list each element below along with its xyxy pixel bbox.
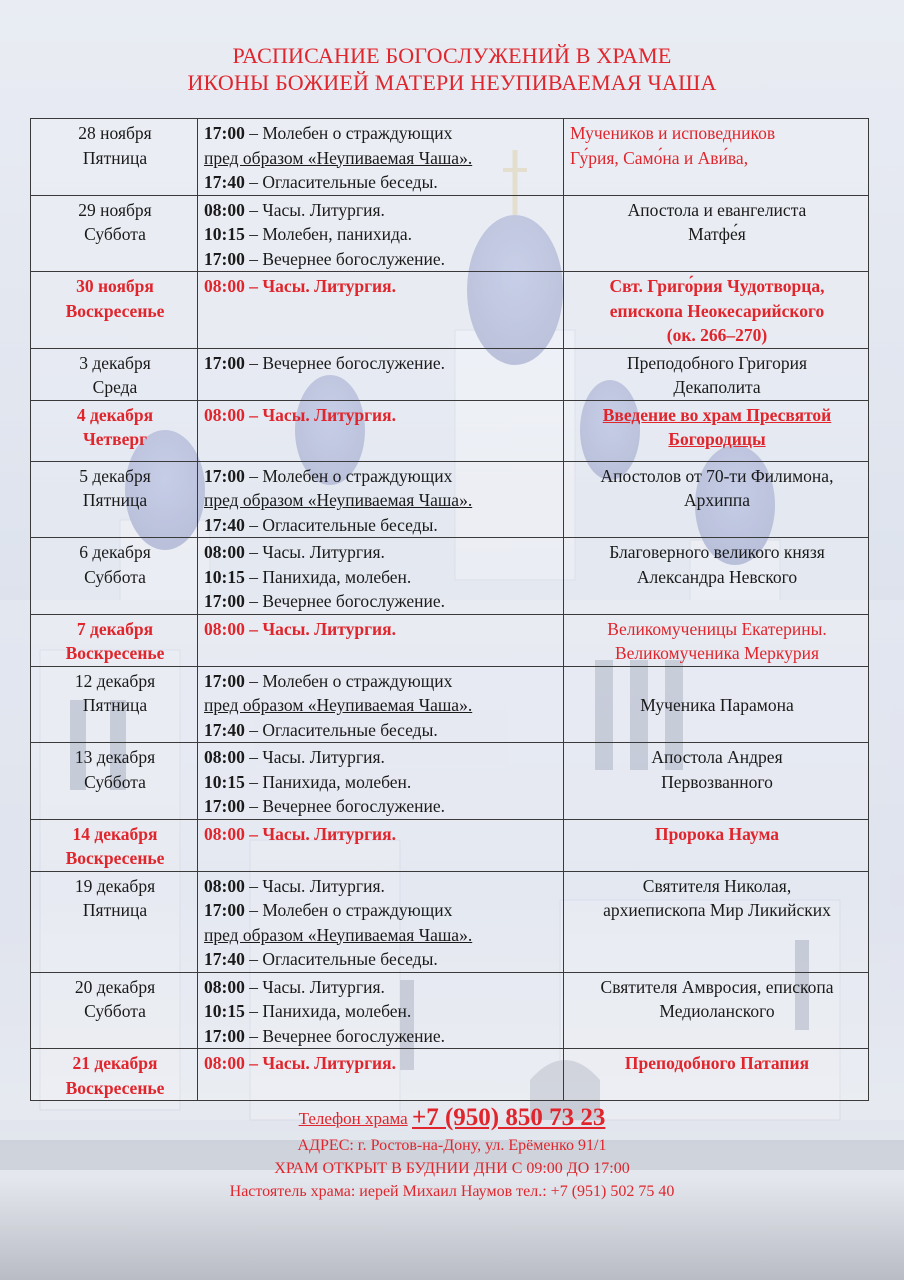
- service-time: 08:00: [204, 618, 245, 639]
- saint-line: Матфе́я: [688, 224, 746, 244]
- service-time: 08:00: [204, 747, 245, 767]
- phone-line: [0, 1104, 904, 1132]
- services-cell: [198, 538, 564, 615]
- saint-cell: [564, 272, 869, 349]
- saint-line: архиепископа Мир Ликийских: [603, 900, 831, 920]
- schedule-row: [31, 461, 869, 538]
- date: 14 декабря: [72, 823, 158, 844]
- weekday: Воскресенье: [65, 1077, 165, 1098]
- saint-cell: [564, 1049, 869, 1101]
- service-line: 17:40 – Огласительные беседы.: [204, 949, 438, 969]
- service-time: 08:00: [204, 1053, 245, 1073]
- saint-line: Первозванного: [661, 771, 773, 792]
- saint-cell: [564, 666, 869, 743]
- date-cell: [31, 461, 198, 538]
- date: 7 декабря: [76, 618, 154, 639]
- service-time: 17:40: [204, 172, 245, 192]
- service-time: 17:00: [204, 670, 245, 691]
- saint-line: (ок. 266–270): [666, 325, 768, 345]
- saint-cell: [564, 119, 869, 196]
- opening-hours: ХРАМ ОТКРЫТ В БУДНИИ ДНИ С 09:00 ДО 17:00: [274, 1160, 630, 1177]
- date-cell: [31, 538, 198, 615]
- service-line: 17:00 – Вечернее богослужение.: [204, 352, 446, 373]
- schedule-row: [31, 666, 869, 743]
- schedule-row-feast: [31, 400, 869, 461]
- saint-line: Декаполита: [673, 377, 761, 397]
- page-title-line-1: РАСПИСАНИЕ БОГОСЛУЖЕНИЙ В ХРАМЕ: [232, 43, 672, 68]
- service-line: пред образом «Неупиваемая Чаша».: [204, 147, 473, 168]
- date: 29 ноября: [78, 199, 152, 220]
- service-line: 17:00 – Молебен о страждующих: [204, 670, 453, 691]
- saint-line: Великомученицы Екатерины.: [607, 618, 827, 639]
- phone-number[interactable]: +7 (950) 850 73 23: [411, 1104, 606, 1131]
- service-line: 17:00 – Молебен о страждующих: [204, 465, 453, 486]
- saint-line: Богородицы: [668, 429, 766, 449]
- saint-line: Александра Невского: [636, 566, 798, 587]
- date-cell: [31, 666, 198, 743]
- saint-line: Святителя Николая,: [642, 875, 792, 896]
- schedule-row: [31, 348, 869, 400]
- date-cell: [31, 119, 198, 196]
- service-time: 17:00: [204, 352, 245, 373]
- date-cell: [31, 195, 198, 272]
- service-line: 08:00 – Часы. Литургия.: [204, 1053, 396, 1073]
- weekday: Пятница: [82, 147, 148, 168]
- saint-cell: [564, 614, 869, 666]
- saint-cell: [564, 400, 869, 461]
- saint-cell: [564, 871, 869, 972]
- date: 19 декабря: [74, 875, 156, 896]
- service-line: 17:40 – Огласительные беседы.: [204, 719, 438, 740]
- service-line: 08:00 – Часы. Литургия.: [204, 747, 385, 767]
- service-line: 10:15 – Панихида, молебен.: [204, 771, 412, 792]
- saint-line: Преподобного Патапия: [624, 1053, 810, 1073]
- saint-line: Свт. Григо́рия Чудотворца,: [609, 276, 825, 296]
- weekday: Среда: [92, 377, 138, 397]
- services-cell: [198, 743, 564, 820]
- saint-line: Преподобного Григория: [626, 352, 808, 373]
- saint-cell: [564, 743, 869, 820]
- weekday: Суббота: [84, 1001, 146, 1021]
- schedule-row-feast: [31, 272, 869, 349]
- service-time: 17:40: [204, 514, 245, 535]
- schedule-row: [31, 972, 869, 1049]
- service-line: 17:40 – Огласительные беседы.: [204, 514, 438, 535]
- weekday: Пятница: [82, 900, 148, 920]
- service-line: 08:00 – Часы. Литургия.: [204, 976, 385, 997]
- service-line: пред образом «Неупиваемая Чаша».: [204, 695, 473, 715]
- saint-cell: [564, 461, 869, 538]
- weekday: Воскресенье: [65, 848, 165, 868]
- date-cell: [31, 614, 198, 666]
- service-line: пред образом «Неупиваемая Чаша».: [204, 490, 473, 510]
- service-time: 08:00: [204, 404, 245, 425]
- date: 5 декабря: [79, 465, 151, 486]
- service-time: 08:00: [204, 976, 245, 997]
- date: 4 декабря: [76, 404, 154, 425]
- service-line: 17:00 – Вечернее богослужение.: [204, 1025, 446, 1046]
- date-cell: [31, 272, 198, 349]
- date: 30 ноября: [76, 276, 154, 296]
- service-time: 10:15: [204, 224, 245, 244]
- weekday: Пятница: [82, 490, 148, 510]
- service-time: 17:00: [204, 248, 245, 269]
- services-cell: [198, 666, 564, 743]
- service-time: 08:00: [204, 542, 245, 562]
- service-line: 10:15 – Панихида, молебен.: [204, 1001, 412, 1021]
- saint-line: Пророка Наума: [654, 823, 780, 844]
- services-cell: [198, 119, 564, 196]
- date: 28 ноября: [78, 123, 152, 143]
- page-title-line-2: ИКОНЫ БОЖИЕЙ МАТЕРИ НЕУПИВАЕМАЯ ЧАША: [187, 70, 717, 95]
- schedule-row: [31, 195, 869, 272]
- schedule-row: [31, 743, 869, 820]
- services-cell: [198, 614, 564, 666]
- saint-cell: [564, 538, 869, 615]
- service-time: 17:00: [204, 900, 245, 920]
- saint-line: епископа Неокесарийского: [609, 300, 825, 321]
- service-time: 10:15: [204, 771, 245, 792]
- date: 6 декабря: [79, 542, 151, 562]
- service-time: 08:00: [204, 875, 245, 896]
- service-time: 17:40: [204, 949, 245, 969]
- services-cell: [198, 461, 564, 538]
- weekday: Суббота: [84, 224, 146, 244]
- saint-line: Медиоланского: [659, 1001, 775, 1021]
- date: 21 декабря: [72, 1053, 158, 1073]
- service-line: 08:00 – Часы. Литургия.: [204, 542, 385, 562]
- service-line: 17:00 – Вечернее богослужение.: [204, 248, 446, 269]
- date-cell: [31, 1049, 198, 1101]
- service-time: 17:40: [204, 719, 245, 740]
- service-time: 10:15: [204, 566, 245, 587]
- schedule-row: [31, 538, 869, 615]
- schedule-row-feast: [31, 614, 869, 666]
- date-cell: [31, 972, 198, 1049]
- services-cell: [198, 195, 564, 272]
- saint-line: Благоверного великого князя: [609, 542, 825, 562]
- service-time: 17:00: [204, 591, 245, 611]
- service-line: 17:00 – Молебен о страждующих: [204, 900, 453, 920]
- service-line: 08:00 – Часы. Литургия.: [204, 618, 396, 639]
- date-cell: [31, 743, 198, 820]
- service-line: 17:40 – Огласительные беседы.: [204, 172, 438, 192]
- services-cell: [198, 400, 564, 461]
- schedule-row-feast: [31, 819, 869, 871]
- service-time: 08:00: [204, 823, 245, 844]
- service-line: 17:00 – Вечернее богослужение.: [204, 591, 446, 611]
- service-time: 17:00: [204, 796, 245, 816]
- schedule-row-feast: [31, 1049, 869, 1101]
- service-line: 08:00 – Часы. Литургия.: [204, 875, 385, 896]
- service-line: 10:15 – Панихида, молебен.: [204, 566, 412, 587]
- service-time: 08:00: [204, 276, 245, 296]
- weekday: Пятница: [82, 695, 148, 715]
- services-cell: [198, 272, 564, 349]
- service-line: 08:00 – Часы. Литургия.: [204, 276, 396, 296]
- address: АДРЕС: г. Ростов-на-Дону, ул. Ерёменко 91/1: [297, 1137, 607, 1154]
- date: 12 декабря: [74, 670, 156, 691]
- saint-line: Введение во храм Пресвятой: [602, 404, 832, 425]
- phone-label: Телефон храма: [298, 1109, 408, 1128]
- weekday: Суббота: [84, 771, 146, 792]
- weekday: Воскресенье: [65, 300, 165, 321]
- saint-line: Архиппа: [683, 490, 750, 510]
- saint-cell: [564, 348, 869, 400]
- service-time: 10:15: [204, 1001, 245, 1021]
- services-cell: [198, 819, 564, 871]
- weekday: Суббота: [84, 566, 146, 587]
- services-cell: [198, 972, 564, 1049]
- saint-line: Апостолов от 70-ти Филимона,: [600, 465, 834, 486]
- services-cell: [198, 348, 564, 400]
- saint-line: Мученика Парамона: [640, 695, 794, 715]
- date: 13 декабря: [74, 747, 156, 767]
- date-cell: [31, 819, 198, 871]
- service-line: 17:00 – Вечернее богослужение.: [204, 796, 446, 816]
- saint-line: Гу́рия, Само́на и Ави́ва,: [570, 147, 749, 168]
- service-line: 08:00 – Часы. Литургия.: [204, 404, 396, 425]
- schedule-row: [31, 871, 869, 972]
- date: 3 декабря: [79, 352, 151, 373]
- rector-contact: Настоятель храма: иерей Михаил Наумов тел.: +7 (951) 502 75 40: [229, 1183, 675, 1200]
- saint-cell: [564, 972, 869, 1049]
- services-cell: [198, 1049, 564, 1101]
- date-cell: [31, 400, 198, 461]
- service-time: 17:00: [204, 1025, 245, 1046]
- service-line: 10:15 – Молебен, панихида.: [204, 224, 413, 244]
- weekday: Четверг: [82, 429, 148, 449]
- weekday: Воскресенье: [65, 643, 165, 663]
- saint-line: Мучеников и исповедников: [570, 123, 776, 143]
- date-cell: [31, 348, 198, 400]
- service-time: 17:00: [204, 465, 245, 486]
- service-line: 08:00 – Часы. Литургия.: [204, 199, 385, 220]
- services-cell: [198, 871, 564, 972]
- service-line: 08:00 – Часы. Литургия.: [204, 823, 396, 844]
- saint-line: Великомученика Меркурия: [614, 643, 820, 663]
- service-line: пред образом «Неупиваемая Чаша».: [204, 924, 473, 945]
- saint-cell: [564, 195, 869, 272]
- date-cell: [31, 871, 198, 972]
- saint-line: Апостола и евангелиста: [627, 199, 807, 220]
- saint-cell: [564, 819, 869, 871]
- saint-line: Апостола Андрея: [651, 747, 783, 767]
- service-time: 08:00: [204, 199, 245, 220]
- schedule-row: [31, 119, 869, 196]
- service-line: 17:00 – Молебен о страждующих: [204, 123, 453, 143]
- service-time: 17:00: [204, 123, 245, 143]
- saint-line: Святителя Амвросия, епископа: [600, 976, 834, 997]
- date: 20 декабря: [74, 976, 156, 997]
- schedule-table: [30, 118, 869, 1101]
